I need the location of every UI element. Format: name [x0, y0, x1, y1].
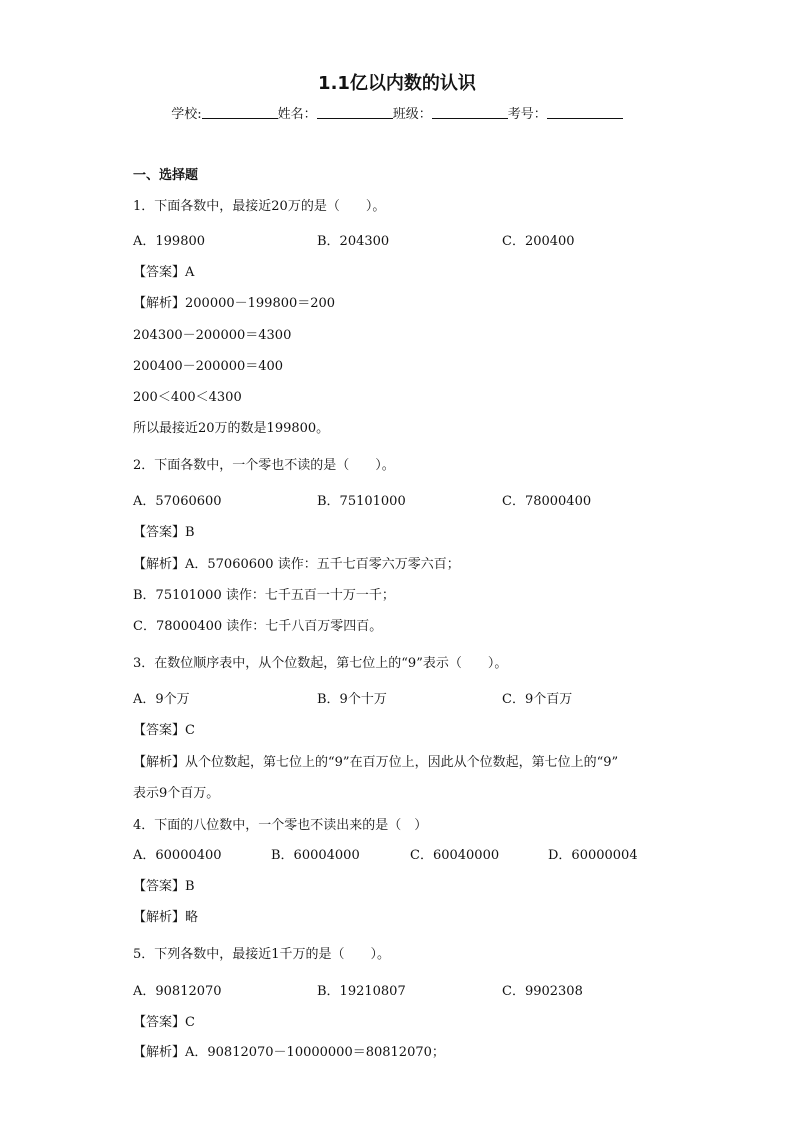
- question-1-option-b: B．204300: [317, 234, 390, 249]
- question-2-option-c: C．78000400: [502, 494, 592, 509]
- question-2-stem: 2．下面各数中，一个零也不读的是（ ）。: [133, 458, 395, 473]
- question-1-analysis-line: 204300－200000＝4300: [133, 328, 292, 343]
- question-5-option-a: A．90812070: [133, 984, 222, 999]
- question-2-answer: 【答案】B: [133, 525, 195, 540]
- question-5-answer: 【答案】C: [133, 1015, 195, 1030]
- name-blank[interactable]: [317, 106, 393, 119]
- school-blank[interactable]: [202, 106, 278, 119]
- question-4-option-d: D．60000004: [548, 848, 638, 863]
- section-heading: 一、选择题: [133, 168, 199, 183]
- question-5-stem: 5．下列各数中，最接近1千万的是（ ）。: [133, 947, 391, 962]
- exam-number-label: 考号：: [507, 107, 547, 122]
- question-1-option-a: A．199800: [133, 234, 206, 249]
- question-2-analysis-line: B．75101000 读作：七千五百一十万一千；: [133, 588, 395, 603]
- question-3-analysis-line: 表示9个百万。: [133, 786, 220, 801]
- name-label: 姓名：: [277, 107, 317, 122]
- question-5-analysis-line: 【解析】A．90812070－10000000＝80812070；: [133, 1045, 445, 1060]
- question-3-option-c: C．9个百万: [502, 692, 573, 707]
- school-label: 学校:: [171, 107, 202, 122]
- question-1-option-c: C．200400: [502, 234, 575, 249]
- question-3-analysis-line: 【解析】从个位数起，第七位上的“9”在百万位上，因此从个位数起，第七位上的“9”: [133, 755, 619, 770]
- question-4-option-b: B．60004000: [271, 848, 360, 863]
- question-2-option-b: B．75101000: [317, 494, 406, 509]
- question-1-analysis-line: 【解析】200000－199800＝200: [133, 296, 336, 311]
- question-3-answer: 【答案】C: [133, 723, 195, 738]
- question-4-option-a: A．60000400: [133, 848, 222, 863]
- question-1-answer: 【答案】A: [133, 265, 195, 280]
- question-2-analysis-line: C．78000400 读作：七千八百万零四百。: [133, 619, 383, 634]
- question-2-option-a: A．57060600: [133, 494, 222, 509]
- question-1-analysis-line: 200400－200000＝400: [133, 359, 284, 374]
- question-4-answer: 【答案】B: [133, 879, 195, 894]
- question-4-option-c: C．60040000: [410, 848, 500, 863]
- question-4-analysis-line: 【解析】略: [133, 910, 199, 925]
- document-title: 1.1亿以内数的认识: [318, 73, 476, 94]
- question-1-analysis-line: 200＜400＜4300: [133, 390, 242, 405]
- question-5-option-c: C．9902308: [502, 984, 583, 999]
- question-3-option-a: A．9个万: [133, 692, 190, 707]
- question-2-analysis-line: 【解析】A．57060600 读作：五千七百零六万零六百；: [133, 557, 460, 572]
- question-4-stem: 4．下面的八位数中，一个零也不读出来的是（ ）: [133, 818, 428, 833]
- class-blank[interactable]: [432, 106, 508, 119]
- question-1-stem: 1．下面各数中，最接近20万的是（ ）。: [133, 199, 386, 214]
- class-label: 班级：: [392, 107, 432, 122]
- question-1-analysis-line: 所以最接近20万的数是199800。: [133, 421, 330, 436]
- question-3-option-b: B．9个十万: [317, 692, 387, 707]
- question-3-stem: 3．在数位顺序表中，从个位数起，第七位上的“9”表示（ ）。: [133, 656, 508, 671]
- student-info-line: [0, 103, 794, 122]
- question-5-option-b: B．19210807: [317, 984, 406, 999]
- exam-number-blank[interactable]: [547, 106, 623, 119]
